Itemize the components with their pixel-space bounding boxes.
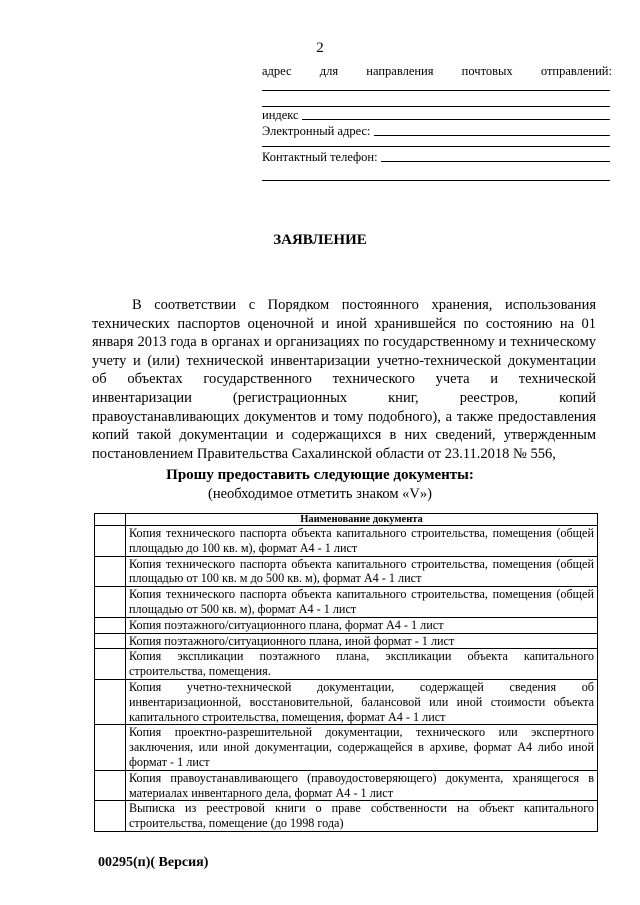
document-title: ЗАЯВЛЕНИЕ <box>273 232 367 248</box>
documents-table <box>94 513 598 832</box>
selection-box[interactable] <box>95 617 126 633</box>
selection-box[interactable] <box>95 587 126 618</box>
postal-address-label <box>262 64 612 79</box>
address-line[interactable] <box>262 106 610 107</box>
document-name: Копия учетно-технической документации, содержащей сведения об инвентаризационной, восстановительной, балансовой или иной стоимости объекта капитального строительства, помещения, формат А4 - 1 лист <box>126 679 598 724</box>
table-row <box>95 633 598 649</box>
phone-label: Контактный телефон: <box>262 150 378 164</box>
selection-box[interactable] <box>95 649 126 680</box>
index-input[interactable] <box>302 108 610 120</box>
table-header-row <box>95 514 598 526</box>
document-name: Копия технического паспорта объекта капитального строительства, помещения (общей площадью от 500 кв. м), формат А4 - 1 лист <box>126 587 598 618</box>
request-heading: Прошу предоставить следующие документы: <box>166 467 474 483</box>
email-input[interactable] <box>374 124 610 136</box>
document-name: Копия поэтажного/ситуационного плана, формат А4 - 1 лист <box>126 617 598 633</box>
table-row <box>95 725 598 770</box>
table-row <box>95 587 598 618</box>
checkbox-column-header <box>95 514 126 526</box>
table-row <box>95 617 598 633</box>
document-name: Копия экспликации поэтажного плана, экспликации объекта капитального строительства, помещения. <box>126 649 598 680</box>
document-name: Выписка из реестровой книги о праве собственности на объект капитального строительства, помещение (до 1998 года) <box>126 801 598 832</box>
table-row <box>95 526 598 557</box>
phone-field[interactable] <box>262 150 610 165</box>
table-row <box>95 679 598 724</box>
address-word: почтовых <box>461 64 513 78</box>
document-name: Копия правоустанавливающего (правоудостоверяющего) документа, хранящегося в материалах инвентарного дела, формат А4 - 1 лист <box>126 770 598 801</box>
email-field[interactable] <box>262 124 610 139</box>
table-row <box>95 770 598 801</box>
page-number: 2 <box>316 40 324 56</box>
address-line[interactable] <box>262 90 610 91</box>
request-note: (необходимое отметить знаком «V») <box>208 486 432 502</box>
index-label: индекс <box>262 108 299 122</box>
selection-box[interactable] <box>95 526 126 557</box>
selection-box[interactable] <box>95 725 126 770</box>
phone-input[interactable] <box>381 150 610 162</box>
form-code: 00295(п)( Версия) <box>98 855 209 870</box>
selection-box[interactable] <box>95 633 126 649</box>
selection-box[interactable] <box>95 556 126 587</box>
document-name: Копия технического паспорта объекта капитального строительства, помещения (общей площадью от 100 кв. м до 500 кв. м), формат А4 - 1 лист <box>126 556 598 587</box>
address-word: направления <box>366 64 434 78</box>
document-name: Копия технического паспорта объекта капитального строительства, помещения (общей площадью до 100 кв. м), формат А4 - 1 лист <box>126 526 598 557</box>
address-word: для <box>319 64 339 78</box>
document-name-header: Наименование документа <box>126 514 598 526</box>
table-row <box>95 556 598 587</box>
address-word: адрес <box>262 64 292 78</box>
document-name: Копия поэтажного/ситуационного плана, иной формат - 1 лист <box>126 633 598 649</box>
selection-box[interactable] <box>95 679 126 724</box>
selection-box[interactable] <box>95 801 126 832</box>
email-line-extra[interactable] <box>262 146 610 147</box>
document-name: Копия проектно-разрешительной документации, технического или экспертного заключения, или иной документации, содержащейся в архиве, формат А4 либо иной формат - 1 лист <box>126 725 598 770</box>
table-row <box>95 649 598 680</box>
selection-box[interactable] <box>95 770 126 801</box>
phone-line-extra[interactable] <box>262 180 610 181</box>
table-row <box>95 801 598 832</box>
email-label: Электронный адрес: <box>262 124 371 138</box>
address-word: отправлений: <box>540 64 612 78</box>
index-field[interactable] <box>262 108 610 123</box>
application-body: В соответствии с Порядком постоянного хранения, использования технических паспортов оценочной и иной хранившейся по состоянию на 01 января 2013 года в органах и организациях по государственному и техническому учету и (или) технической инвентаризации учетно-технической документации об объектах государственного технического учета и технической инвентаризации (регистрационных книг, реестров, копий правоустанавливающих документов и тому подобного), а также предоставления копий такой документации и содержащихся в них сведений, утвержденным постановлением Правительства Сахалинской области от 23.11.2018 № 556, <box>92 297 596 462</box>
